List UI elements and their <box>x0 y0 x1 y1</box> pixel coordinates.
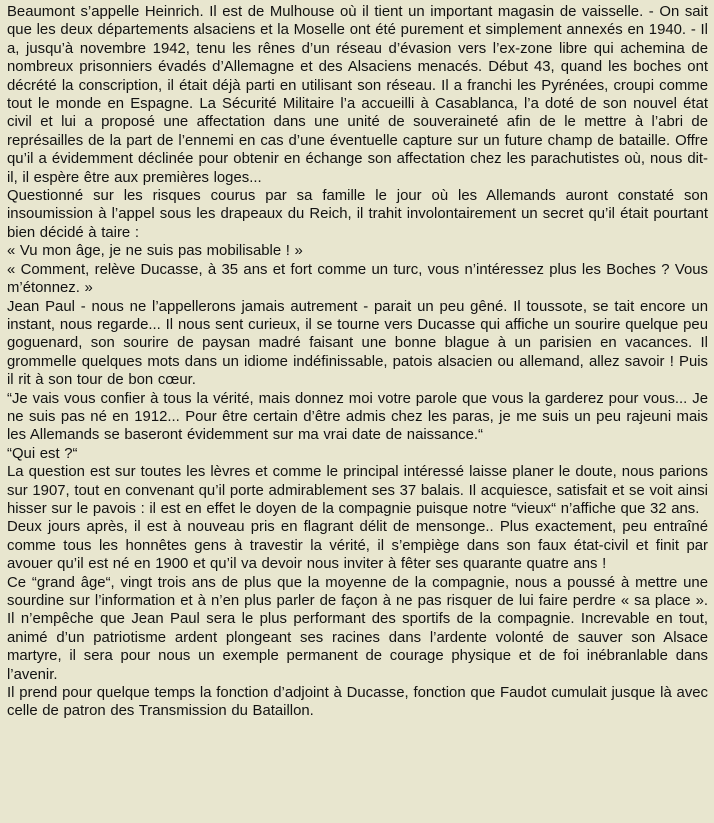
quote-not-mobilisable: « Vu mon âge, je ne suis pas mobilisable ! » <box>7 243 303 260</box>
paragraph-age-guess: La question est sur toutes les lèvres et comme le principal intéressé laisse planer le doute, nous parions sur 1907, tout en convenant qu’il porte admirablement ses 37 balais. Il acquiesce, satisfait et se voit ainsi hisser sur le pavois : il est en effet le doyen de la compagnie puisque notre “vieux“ n’affiche que 32 ans. <box>7 464 708 517</box>
body-text <box>7 3 708 721</box>
paragraph-jean-paul-reaction: Jean Paul - nous ne l’appellerons jamais autrement - parait un peu gêné. Il toussote, se tait encore un instant, nous regarde... Il nous sent curieux, il se tourne vers Ducasse qui affiche un sourire quelque peu goguenard, son sourire de paysan madré faisant une bonne blague à un parisien en vacances. Il grommelle quelques mots dans un idiome indéfinissable, patois alsacien ou allemand, allez savoir ! Puis il rit à son tour de bon cœur. <box>7 298 708 389</box>
quote-qui-est: “Qui est ?“ <box>7 445 78 462</box>
quote-ducasse-reply: « Comment, relève Ducasse, à 35 ans et fort comme un turc, vous n’intéressez plus les Boches ? Vous m’étonnez. » <box>7 261 708 297</box>
paragraph-grand-age: Ce “grand âge“, vingt trois ans de plus que la moyenne de la compagnie, nous a poussé à mettre une sourdine sur l’information et à n’en plus parler de façon à ne pas risquer de lui faire perdre « sa place ». Il n’empêche que Jean Paul sera le plus performant des sportifs de la compagnie. Increvable en tout, animé d’un patriotisme ardent plongeant ses racines dans l’ardente volonté de sauver son Alsace martyre, il sera pour nous un exemple permanent de courage physique et de foi inébranlable dans l’avenir. <box>7 574 708 683</box>
paragraph-heinrich-background: Beaumont s’appelle Heinrich. Il est de Mulhouse où il tient un important magasin de vaisselle. - On sait que les deux départements alsaciens et la Moselle ont été purement et simplement annexés en 1940. - Il a, jusqu’à novembre 1942, tenu les rênes d’un réseau d’évasion vers l’ex-zone libre qui achemina de nombreux prisonniers évadés d’Allemagne et des Alsaciens menacés. Début 43, quand les boches ont décrété la conscription, il était déjà parti en utilisant son réseau. Il a franchi les Pyrénées, croupi comme tout le monde en Espagne. La Sécurité Militaire l’a accueilli à Casablanca, l’a doté de son nouvel état civil et lui a proposé une affectation dans une unité de souveraineté afin de le mettre à l’abri de représailles de la part de l’ennemi en cas d’une éventuelle capture sur un future champ de bataille. Offre qu’il a évidemment déclinée pour obtenir en échange son affectation chez les parachutistes où, nous dit-il, il espère être aux premières loges... <box>7 4 708 186</box>
paragraph-adjoint-role: Il prend pour quelque temps la fonction d’adjoint à Ducasse, fonction que Faudot cumulait jusque là avec celle de patron des Transmission du Bataillon. <box>7 685 708 720</box>
paragraph-true-age: Deux jours après, il est à nouveau pris en flagrant délit de mensonge.. Plus exactement, peu entraîné comme tous les honnêtes gens à travestir la vérité, il s’empiège dans son faux état-civil et finit par avouer qu’il est né en 1900 et qu’il va devoir nous inviter à fêter ses quarante quatre ans ! <box>7 519 708 573</box>
paragraph-family-risk-question: Questionné sur les risques courus par sa famille le jour où les Allemands auront constaté son insoumission à l’appel sous les drapeaux du Reich, il trahit involontairement un secret qu’il était pourtant bien décidé à taire : <box>7 188 708 241</box>
quote-confession: “Je vais vous confier à tous la vérité, mais donnez moi votre parole que vous la garderez pour vous... Je ne suis pas né en 1912... Pour être certain d’être admis chez les paras, je me suis un peu rajeuni mais les Allemands se baseront évidemment sur ma vrai date de naissance.“ <box>7 390 708 444</box>
